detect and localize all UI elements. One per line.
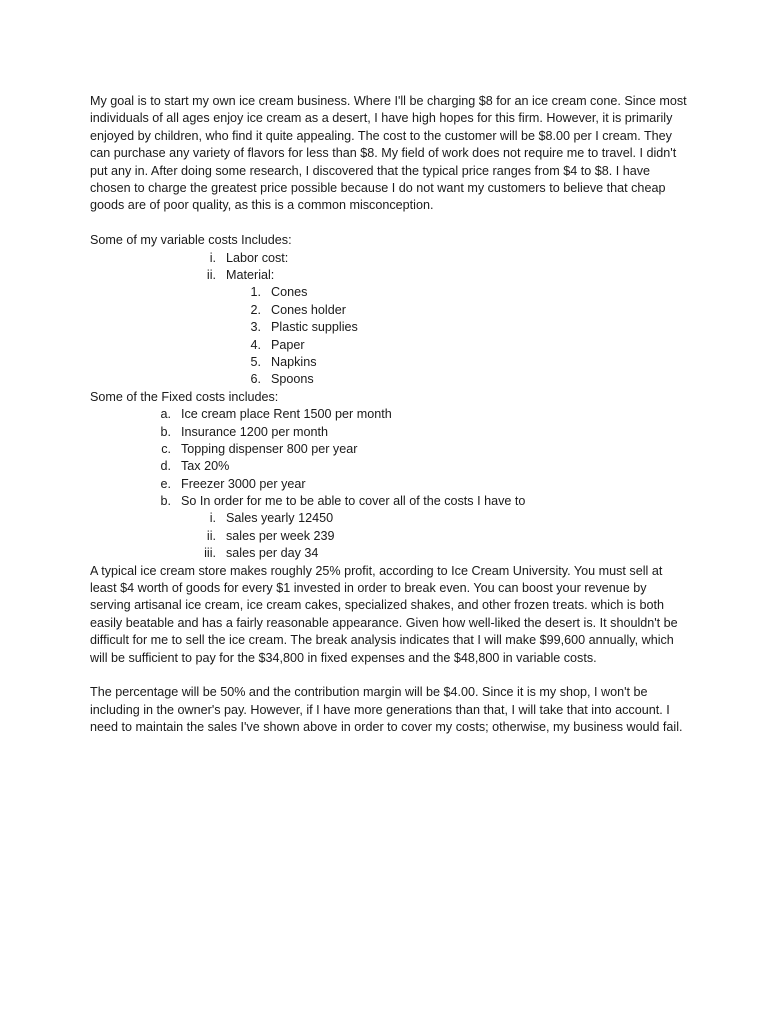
- list-item-text: sales per week 239: [226, 528, 335, 543]
- list-item-text: Plastic supplies: [271, 320, 358, 335]
- fixed-cost-item: [90, 424, 690, 441]
- material-item: [90, 354, 690, 371]
- profit-paragraph: A typical ice cream store makes roughly 25% profit, according to Ice Cream University. You must sell at least $4 worth of goods for every $1 invested in order to break even. You can boost your revenue by serving artisanal ice cream, ice cream cakes, specialized shakes, and other frozen treats. which is both easily beatable and has a fairly reasonable appearance. Given how well-liked the desert is. It shouldn't be difficult for me to sell the ice cream. The break analysis indicates that I will make $99,600 annually, which will be sufficient to pay for the $34,800 in fixed expenses and the $48,800 in variable costs.: [90, 563, 678, 665]
- list-item-text: Cones: [271, 285, 308, 300]
- variable-costs-heading: Some of my variable costs Includes:: [90, 233, 292, 248]
- fixed-cost-item: [90, 441, 690, 458]
- list-item-text: Tax 20%: [181, 459, 230, 474]
- list-marker: 6.: [250, 372, 261, 387]
- list-marker: b.: [160, 494, 171, 509]
- list-marker: e.: [160, 476, 171, 491]
- list-marker: iii.: [204, 546, 216, 561]
- fixed-cost-item: [90, 458, 690, 475]
- list-marker: 3.: [250, 320, 261, 335]
- list-item-text: Labor cost:: [226, 250, 289, 265]
- fixed-cost-item: [90, 476, 690, 493]
- list-marker: 5.: [250, 354, 261, 369]
- list-item-text: sales per day 34: [226, 546, 319, 561]
- material-item: [90, 319, 690, 336]
- sales-item: [90, 510, 690, 527]
- document-page: [90, 93, 690, 737]
- list-item-text: Insurance 1200 per month: [181, 424, 329, 439]
- list-marker: c.: [161, 441, 171, 456]
- list-item-text: Napkins: [271, 354, 317, 369]
- list-item-text: Cones holder: [271, 302, 346, 317]
- list-marker: ii.: [206, 268, 216, 283]
- sales-item: [90, 545, 690, 562]
- list-marker: i.: [209, 511, 216, 526]
- spacer: [90, 667, 690, 684]
- list-marker: 2.: [250, 302, 261, 317]
- list-item-text: So In order for me to be able to cover all of the costs I have to: [181, 494, 526, 509]
- material-item: [90, 371, 690, 388]
- list-marker: a.: [160, 407, 171, 422]
- list-item-text: Topping dispenser 800 per year: [181, 441, 358, 456]
- list-marker: b.: [160, 424, 171, 439]
- list-item-text: Spoons: [271, 372, 314, 387]
- material-item: [90, 284, 690, 301]
- material-item: [90, 302, 690, 319]
- variable-cost-item: [90, 267, 690, 284]
- spacer: [90, 215, 690, 232]
- list-marker: ii.: [206, 528, 216, 543]
- list-marker: 1.: [250, 285, 261, 300]
- fixed-costs-heading: Some of the Fixed costs includes:: [90, 389, 279, 404]
- list-item-text: Freezer 3000 per year: [181, 476, 306, 491]
- list-item-text: Ice cream place Rent 1500 per month: [181, 407, 392, 422]
- list-marker: d.: [160, 459, 171, 474]
- fixed-cost-item: [90, 493, 690, 510]
- material-item: [90, 337, 690, 354]
- sales-item: [90, 528, 690, 545]
- list-marker: 4.: [250, 337, 261, 352]
- variable-cost-item: [90, 250, 690, 267]
- closing-paragraph: The percentage will be 50% and the contribution margin will be $4.00. Since it is my shop, I won't be including in the owner's pay. However, if I have more generations than that, I will take that into account. I need to maintain the sales I've shown above in order to cover my costs; otherwise, my business would fail.: [90, 685, 683, 735]
- list-item-text: Sales yearly 12450: [226, 511, 334, 526]
- list-item-text: Paper: [271, 337, 305, 352]
- list-marker: i.: [209, 250, 216, 265]
- list-item-text: Material:: [226, 268, 275, 283]
- intro-paragraph: My goal is to start my own ice cream business. Where I'll be charging $8 for an ice cream cone. Since most individuals of all ages enjoy ice cream as a desert, I have high hopes for this firm. However, it is primarily enjoyed by children, who find it quite appealing. The cost to the customer will be $8.00 per I cream. They can purchase any variety of flavors for less than $8. My field of work does not require me to travel. I didn't put any in. After doing some research, I discovered that the typical price ranges from $4 to $8. I have chosen to charge the greatest price possible because I do not want my customers to believe that cheap goods are of poor quality, as this is a common misconception.: [90, 94, 687, 213]
- fixed-cost-item: [90, 406, 690, 423]
